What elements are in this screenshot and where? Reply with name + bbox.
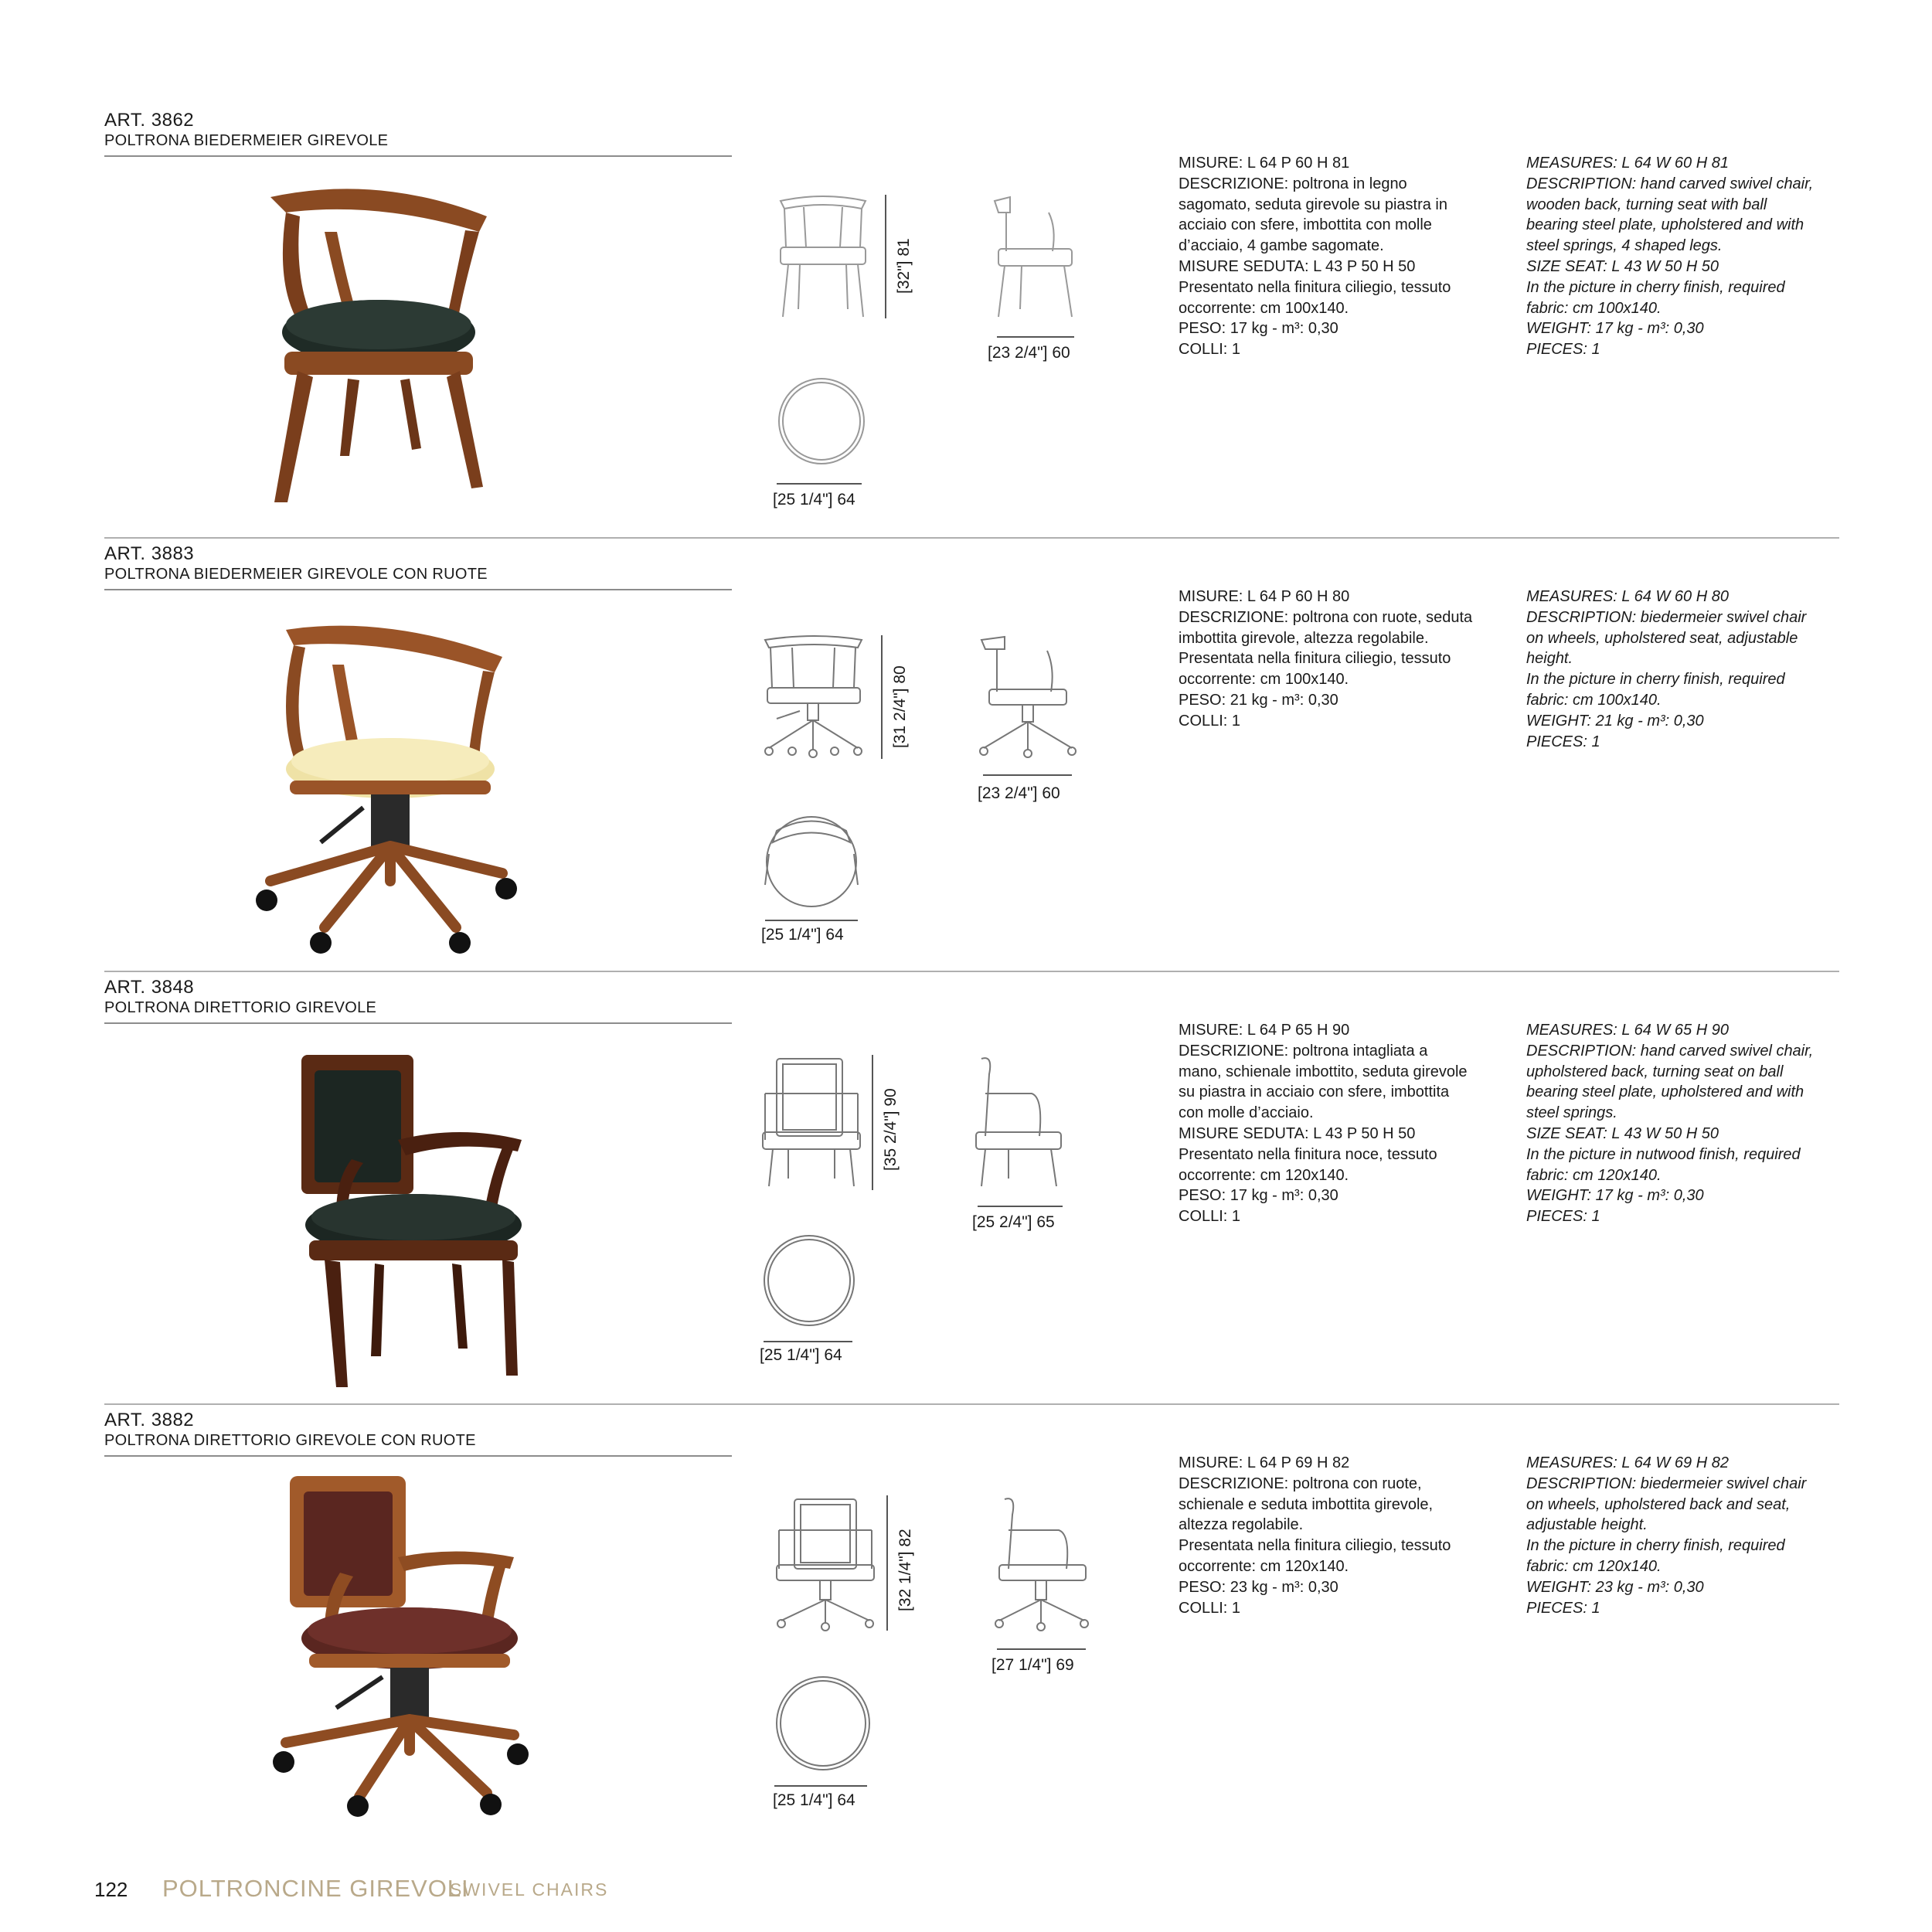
spec-italian: MISURE: L 64 P 60 H 81 DESCRIZIONE: poltrona in legno sagomato, seduta girevole su piastra in acciaio con sfere, imbottita con molle d’acciaio, 4 gambe sagomate. MISURE SEDUTA: L 43 P 50 H 50 Presentato nella finitura ciliegio, tessuto occorrente: cm 100x140. PESO: 17 kg - m³: 0,30 COLLI: 1 [1179, 155, 1451, 359]
side-view-drawing [970, 1055, 1063, 1190]
section-divider [104, 971, 1839, 972]
side-view-drawing [991, 193, 1076, 321]
dimension-height: [31 2/4"] 80 [891, 665, 909, 748]
section-divider [104, 537, 1839, 539]
dimension-depth: [23 2/4"] 60 [988, 344, 1070, 362]
dimension-depth: [25 2/4"] 65 [972, 1213, 1055, 1231]
front-view-drawing [761, 634, 866, 761]
top-view-drawing [761, 1233, 858, 1329]
dimension-width: [25 1/4"] 64 [760, 1346, 842, 1364]
spec-english: MEASURES: L 64 W 60 H 80 DESCRIPTION: biedermeier swivel chair on wheels, upholstered seat, adjustable height. In the picture in cherry finish, required fabric: cm 100x140. WEIGHT: 21 kg - m³: 0,30 PIECES: 1 [1526, 588, 1807, 750]
title-rule [104, 155, 732, 157]
article-number: ART. 3848 [104, 977, 195, 998]
product-photo [282, 1047, 529, 1387]
top-view-drawing [761, 808, 862, 912]
dimension-line [997, 336, 1074, 338]
spec-english: MEASURES: L 64 W 65 H 90 DESCRIPTION: hand carved swivel chair, upholstered back, turning seat on ball bearing steel plate, upholstered and with steel springs. SIZE SEAT: L 43 W 50 H 50 In the picture in nutwood finish, required fabric: cm 120x140. WEIGHT: 17 kg - m³: 0,30 PIECES: 1 [1526, 1022, 1814, 1226]
dimension-height: [35 2/4"] 90 [882, 1088, 900, 1171]
spec-english: MEASURES: L 64 W 60 H 81 DESCRIPTION: hand carved swivel chair, wooden back, turning seat with ball bearing steel plate, upholstered and with steel springs, 4 shaped legs. SIZE SEAT: L 43 W 50 H 50 In the picture in cherry finish, required fabric: cm 100x140. WEIGHT: 17 kg - m³: 0,30 PIECES: 1 [1526, 155, 1814, 359]
side-view-drawing [993, 1495, 1090, 1634]
top-view-drawing [773, 1673, 873, 1774]
article-name: POLTRONA BIEDERMEIER GIREVOLE [104, 132, 389, 149]
title-rule [104, 1022, 732, 1024]
dimension-depth: [27 1/4"] 69 [992, 1656, 1074, 1674]
article-name: POLTRONA DIRETTORIO GIREVOLE CON RUOTE [104, 1432, 476, 1449]
dimension-width: [25 1/4"] 64 [773, 491, 855, 509]
product-photo [247, 618, 526, 958]
article-number: ART. 3883 [104, 543, 195, 564]
front-view-drawing [775, 1495, 876, 1634]
spec-italian: MISURE: L 64 P 60 H 80 DESCRIZIONE: poltrona con ruote, seduta imbottita girevole, altezza regolabile. Presentata nella finitura ciliegio, tessuto occorrente: cm 100x140. PESO: 21 kg - m³: 0,30 COLLI: 1 [1179, 588, 1473, 730]
dimension-line [886, 1495, 888, 1631]
product-photo [267, 1472, 529, 1812]
article-number: ART. 3862 [104, 110, 195, 131]
dimension-line [978, 1206, 1063, 1207]
dimension-line [881, 635, 883, 759]
dimension-width: [25 1/4"] 64 [761, 926, 844, 944]
article-name: POLTRONA BIEDERMEIER GIREVOLE CON RUOTE [104, 566, 488, 583]
dimension-line [774, 1785, 867, 1787]
spec-italian: MISURE: L 64 P 65 H 90 DESCRIZIONE: poltrona intagliata a mano, schienale imbottito, seduta girevole su piastra in acciaio con sfere, imbottita con molle d’acciaio. MISURE SEDUTA: L 43 P 50 H 50 Presentato nella finitura noce, tessuto occorrente: cm 120x140. PESO: 17 kg - m³: 0,30 COLLI: 1 [1179, 1022, 1468, 1226]
side-view-drawing [978, 634, 1078, 761]
dimension-depth: [23 2/4"] 60 [978, 784, 1060, 802]
dimension-line [997, 1648, 1086, 1650]
dimension-line [983, 774, 1072, 776]
page-number: 122 [94, 1878, 128, 1901]
spec-english: MEASURES: L 64 W 69 H 82 DESCRIPTION: biedermeier swivel chair on wheels, upholstered back and seat, adjustable height. In the picture in cherry finish, required fabric: cm 120x140. WEIGHT: 23 kg - m³: 0,30 PIECES: 1 [1526, 1454, 1807, 1617]
category-title-italian: POLTRONCINE GIREVOLI [162, 1875, 469, 1902]
dimension-line [765, 920, 858, 921]
dimension-height: [32"] 81 [895, 238, 913, 294]
product-photo [263, 178, 495, 518]
category-title-english: SWIVEL CHAIRS [450, 1879, 609, 1900]
article-name: POLTRONA DIRETTORIO GIREVOLE [104, 999, 377, 1016]
spec-italian: MISURE: L 64 P 69 H 82 DESCRIZIONE: poltrona con ruote, schienale e seduta imbottita girevole, altezza regolabile. Presentata nella finitura ciliegio, tessuto occorrente: cm 120x140. PESO: 23 kg - m³: 0,30 COLLI: 1 [1179, 1454, 1451, 1617]
dimension-line [885, 195, 886, 318]
article-number: ART. 3882 [104, 1410, 195, 1430]
top-view-drawing [775, 375, 868, 468]
title-rule [104, 589, 732, 590]
front-view-drawing [777, 193, 869, 321]
dimension-line [777, 483, 862, 485]
dimension-width: [25 1/4"] 64 [773, 1791, 855, 1809]
front-view-drawing [761, 1055, 862, 1190]
section-divider [104, 1403, 1839, 1405]
title-rule [104, 1455, 732, 1457]
dimension-line [872, 1055, 873, 1190]
dimension-height: [32 1/4"] 82 [896, 1529, 914, 1611]
dimension-line [764, 1341, 852, 1342]
